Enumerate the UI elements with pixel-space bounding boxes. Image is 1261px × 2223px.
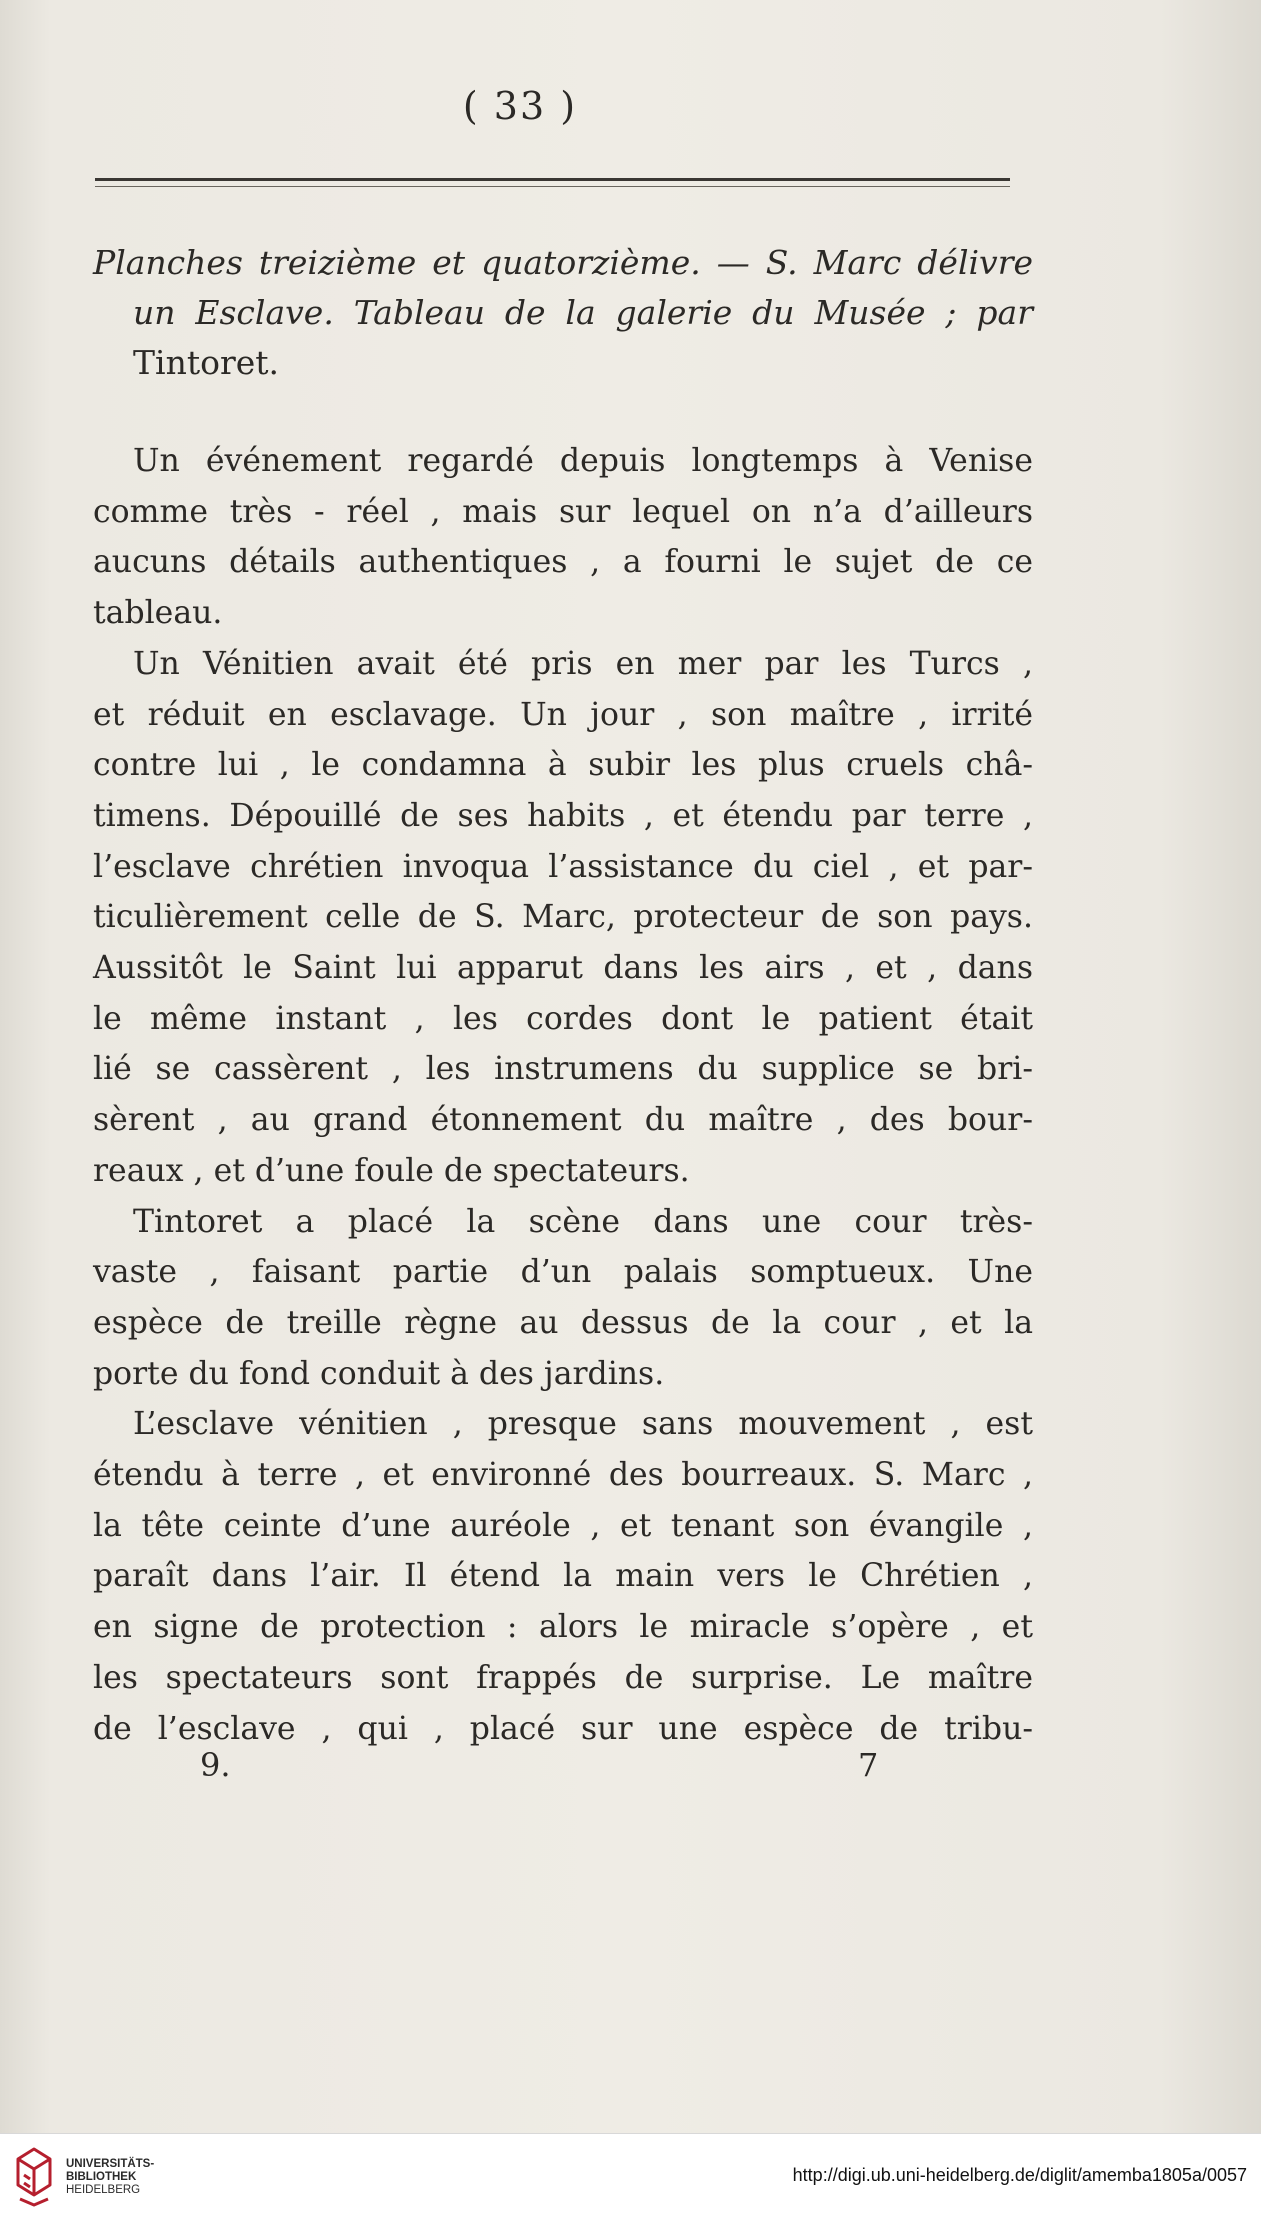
- text-line: en signe de protection : alors le miracle s’opère , et: [93, 1609, 1033, 1646]
- text-line: comme très - réel , mais sur lequel on n’a d’ailleurs: [93, 493, 1033, 530]
- library-name-line-2: BIBLIOTHEK: [66, 2171, 137, 2183]
- text-line: l’esclave chrétien invoqua l’assistance du ciel , et par-: [93, 848, 1033, 885]
- text-line: Un Vénitien avait été pris en mer par les Turcs ,: [133, 645, 1033, 682]
- heidelberg-library-logo-icon: [14, 2145, 54, 2209]
- text-line: et réduit en esclavage. Un jour , son maître , irrité: [93, 696, 1033, 733]
- library-name-line-1: UNIVERSITÄTS-: [66, 2158, 155, 2170]
- text-line: L’esclave vénitien , presque sans mouvement , est: [133, 1406, 1033, 1443]
- plate-heading: [93, 238, 1033, 388]
- text-line: reaux , et d’une foule de spectateurs.: [93, 1152, 690, 1189]
- heading-line-3: Tintoret.: [133, 343, 280, 382]
- text-line: ticulièrement celle de S. Marc, protecteur de son pays.: [93, 899, 1033, 936]
- text-line: Tintoret a placé la scène dans une cour très-: [133, 1203, 1033, 1240]
- text-line: paraît dans l’air. Il étend la main vers le Chrétien ,: [93, 1558, 1033, 1595]
- text-line: tableau.: [93, 595, 223, 632]
- page-number: ( 33 ): [462, 84, 578, 128]
- library-name: [66, 2158, 154, 2197]
- text-line: vaste , faisant partie d’un palais somptueux. Une: [93, 1254, 1033, 1291]
- text-line: le même instant , les cordes dont le patient était: [93, 1000, 1033, 1037]
- text-line: Aussitôt le Saint lui apparut dans les airs , et , dans: [93, 950, 1033, 987]
- text-line: aucuns détails authentiques , a fourni le sujet de ce: [93, 544, 1033, 581]
- text-line: contre lui , le condamna à subir les plus cruels châ-: [93, 747, 1033, 784]
- text-line: les spectateurs sont frappés de surprise. Le maître: [93, 1659, 1033, 1696]
- body-text: [93, 436, 1033, 1754]
- paragraph-4: [93, 1399, 1033, 1754]
- text-line: de l’esclave , qui , placé sur une espèce de tribu-: [93, 1710, 1033, 1747]
- text-line: la tête ceinte d’une auréole , et tenant son évangile ,: [93, 1507, 1033, 1544]
- signature-mark: 9.: [200, 1746, 231, 1784]
- paragraph-2: [93, 639, 1033, 1197]
- catchword-number: 7: [858, 1746, 879, 1784]
- text-line: sèrent , au grand étonnement du maître , des bour-: [93, 1102, 1033, 1139]
- footer-bar: [0, 2133, 1261, 2223]
- paragraph-3: [93, 1197, 1033, 1400]
- library-name-line-3: HEIDELBERG: [66, 2184, 141, 2196]
- text-line: espèce de treille règne au dessus de la cour , et la: [93, 1304, 1033, 1341]
- source-url-link[interactable]: http://digi.ub.uni-heidelberg.de/diglit/amemba1805a/0057: [792, 2165, 1247, 2185]
- text-line: Un événement regardé depuis longtemps à Venise: [133, 443, 1033, 479]
- heading-line-2: un Esclave. Tableau de la galerie du Musée ; par: [133, 293, 1033, 332]
- header-rule-thin: [95, 186, 1010, 187]
- text-line: étendu à terre , et environné des bourreaux. S. Marc ,: [93, 1457, 1033, 1494]
- text-line: lié se cassèrent , les instrumens du supplice se bri-: [93, 1051, 1033, 1088]
- text-line: porte du fond conduit à des jardins.: [93, 1355, 665, 1392]
- paragraph-1: [93, 436, 1033, 639]
- header-rule-thick: [95, 178, 1010, 181]
- text-line: timens. Dépouillé de ses habits , et étendu par terre ,: [93, 797, 1033, 834]
- heading-line-1: Planches treizième et quatorzième. — S. Marc délivre: [93, 243, 1033, 282]
